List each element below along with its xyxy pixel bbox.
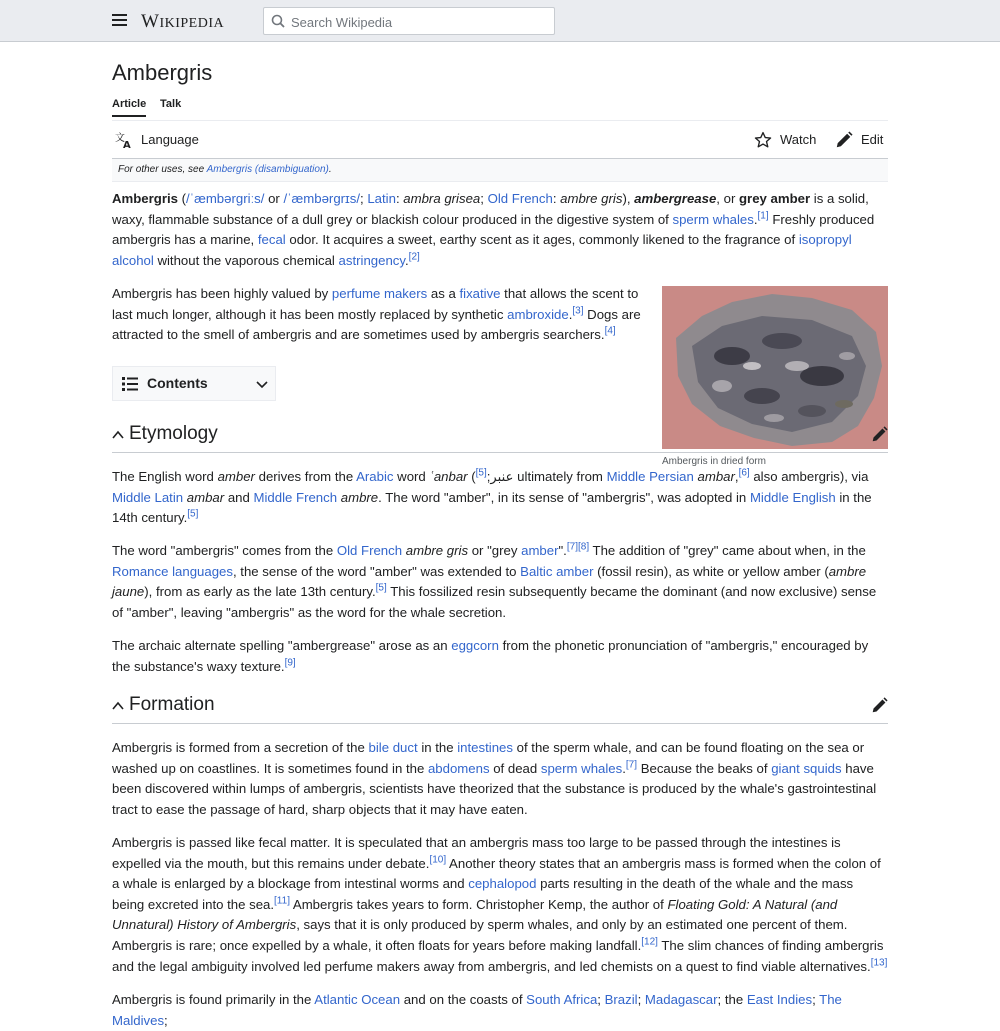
site-header bbox=[0, 0, 1000, 42]
contents-label: Contents bbox=[147, 375, 208, 391]
hatnote: For other uses, see Ambergris (disambiguation). bbox=[112, 158, 888, 182]
section-heading-etymology bbox=[112, 422, 888, 453]
search-box[interactable] bbox=[263, 7, 555, 35]
lead-paragraph-1: Ambergris (/ˈæmbərɡriːs/ or /ˈæmbərɡrɪs/; Latin: ambra grisea; Old French: ambre gris), ambergrease, or grey amber is a solid, waxy, flammable substance of a dull grey or blackish colour produced in the digestive system of sperm whales.[1] Freshly produced ambergris has a marine, fecal odor. It acquires a sweet, earthy scent as it ages, commonly likened to the fragrance of isopropyl alcohol without the vaporous chemical astringency.[2] bbox=[112, 191, 875, 268]
chevron-up-icon[interactable] bbox=[112, 430, 124, 440]
disambiguation-link[interactable]: Ambergris (disambiguation) bbox=[206, 164, 329, 175]
tab-article[interactable]: Article bbox=[112, 98, 146, 117]
etymology-paragraph-1: The English word amber derives from the Arabic word ʿanbar (عنبر;[5] ultimately from Middle Persian ambar,[6] also ambergris), via Middle Latin ambar and Middle French ambre. The word "amber", in its sense of "ambergris", was adopted in Middle English in the 14th century.[5] bbox=[112, 467, 872, 526]
formation-paragraph-2: Ambergris is passed like fecal matter. It is speculated that an ambergris mass too large to be passed through the intestines is expelled via the mouth, but this remains under debate.[10] Another theory states that an ambergris mass is formed when the colon of a whale is enlarged by a blockage from intestinal worms and cephalopod parts resulting in the death of the whale and the mass being excreted into the sea.[11] Ambergris takes years to form. Christopher Kemp, the author of Floating Gold: A Natural (and Unnatural) History of Ambergris, says that it is only produced by sperm whales, and only by an estimated one percent of them. Ambergris is rare; once expelled by a whale, it often floats for years before making landfall.[12] The slim chances of finding ambergris and the legal ambiguity involved led perfume makers away from ambergris, and led chemists on a quest to find viable alternatives.[13] bbox=[112, 835, 888, 974]
pencil-icon[interactable] bbox=[871, 426, 888, 443]
etymology-paragraph-3: The archaic alternate spelling "ambergrease" arose as an eggcorn from the phonetic pronunciation of "ambergris," encouraged by the substance's waxy texture.[9] bbox=[112, 638, 869, 674]
svg-text:文: 文 bbox=[115, 133, 125, 144]
main-menu-icon[interactable] bbox=[112, 14, 127, 26]
page-actions bbox=[112, 128, 888, 156]
svg-text:A: A bbox=[123, 140, 131, 149]
edit-label: Edit bbox=[861, 132, 884, 147]
star-icon bbox=[754, 131, 772, 149]
search-input[interactable] bbox=[289, 11, 548, 33]
tab-talk[interactable]: Talk bbox=[160, 98, 182, 110]
page-title: Ambergris bbox=[112, 60, 213, 85]
lead-paragraph-2: Ambergris has been highly valued by perfume makers as a fixative that allows the scent to last much longer, although it has been mostly replaced by synthetic ambroxide.[3] Dogs are attracted to the smell of ambergris and are sometimes used by ambergris searchers.[4] bbox=[112, 286, 641, 343]
pencil-icon[interactable] bbox=[871, 697, 888, 714]
translate-icon bbox=[115, 131, 133, 149]
contents-toggle[interactable] bbox=[112, 366, 276, 401]
formation-paragraph-1: Ambergris is formed from a secretion of the bile duct in the intestines of the sperm whale, and can be found floating on the sea or washed up on coastlines. It is sometimes found in the abdomens of dead sperm whales.[7] Because the beaks of giant squids have been discovered within lumps of ambergris, scientists have theorized that the substance is produced by the whale's gastrointestinal tract to ease the passage of hard, sharp objects that it may have eaten. bbox=[112, 740, 877, 817]
section-title-formation: Formation bbox=[129, 694, 215, 715]
wikipedia-wordmark[interactable]: WIKIPEDIA bbox=[141, 11, 225, 32]
language-label: Language bbox=[141, 132, 199, 147]
chevron-up-icon[interactable] bbox=[112, 701, 124, 711]
etymology-paragraph-2: The word "ambergris" comes from the Old French ambre gris or "grey amber".[7][8] The addition of "grey" came about when, in the Romance languages, the sense of the word "amber" was extended to Baltic amber (fossil resin), as white or yellow amber (ambre jaune), from as early as the late 13th century.[5] This fossilized resin subsequently became the dominant (and now exclusive) sense of "amber", leaving "ambergris" as the word for the whale secretion. bbox=[112, 541, 877, 620]
section-heading-formation bbox=[112, 693, 888, 724]
figure-caption: Ambergris in dried form bbox=[662, 456, 766, 467]
search-icon bbox=[271, 14, 285, 28]
tabs-divider bbox=[112, 120, 888, 121]
formation-paragraph-3: Ambergris is found primarily in the Atlantic Ocean and on the coasts of South Africa; Brazil; Madagascar; the East Indies; The Maldives; bbox=[112, 992, 842, 1028]
watch-label: Watch bbox=[780, 132, 817, 147]
chevron-down-icon bbox=[256, 381, 268, 389]
section-title-etymology: Etymology bbox=[129, 423, 218, 444]
list-icon bbox=[122, 376, 138, 392]
pencil-icon bbox=[835, 131, 853, 149]
